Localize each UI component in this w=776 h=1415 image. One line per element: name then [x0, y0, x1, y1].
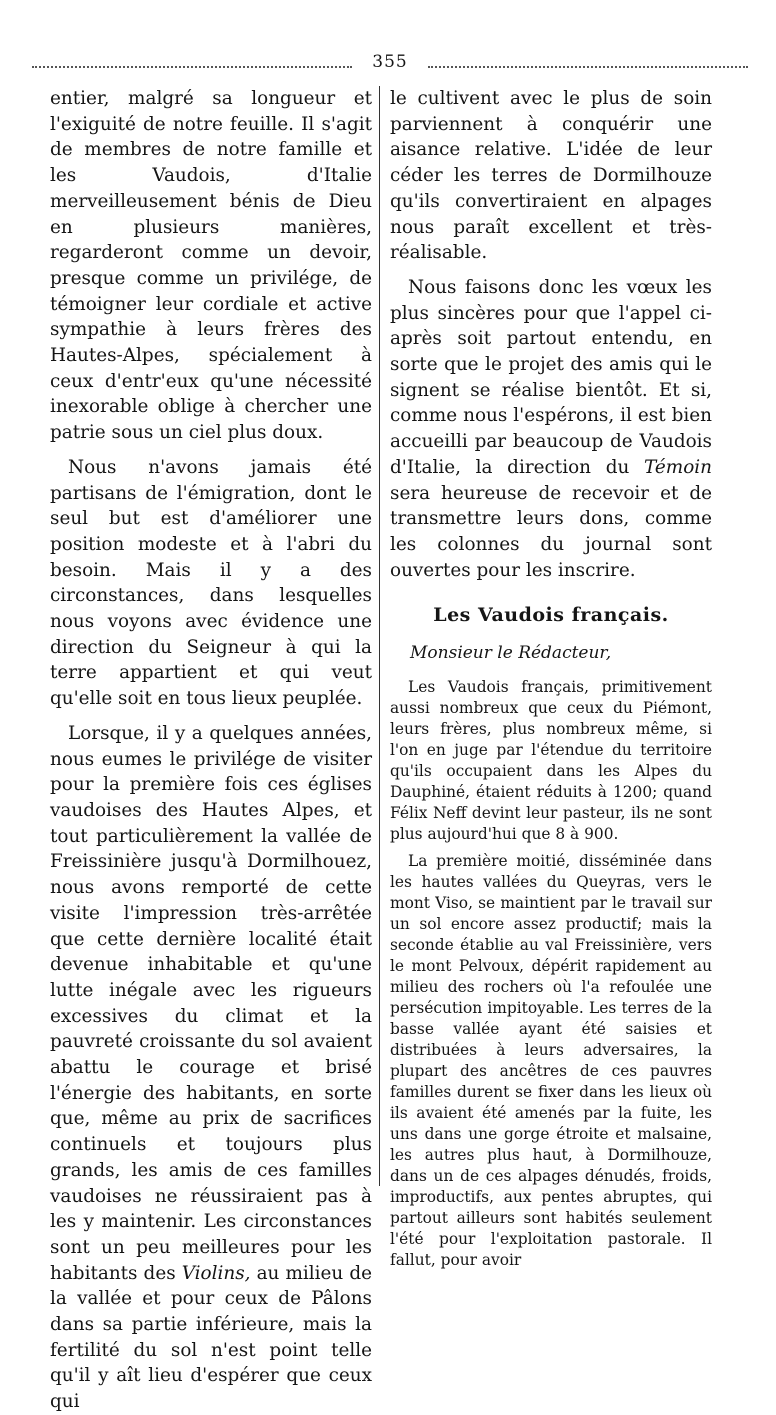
- page-number: 355: [372, 52, 408, 72]
- left-paragraph-3-tail: au milieu de la vallée et pour ceux de Pâlons dans sa partie inférieure, mais la fertilité du sol n'est point telle qu'il y aît lieu d'espérer que ceux qui: [50, 1262, 372, 1413]
- right-paragraph-2-text: Nous faisons donc les vœux les plus sincères pour que l'appel ci-après soit partout entendu, en sorte que le projet des amis qui le signent se réalise bientôt. Et si, comme nous l'espérons, il est bien accueilli par beaucoup de Vaudois d'Italie, la direction du: [390, 276, 712, 478]
- letter-paragraph-1: Les Vaudois français, primitivement aussi nombreux que ceux du Piémont, leurs frères, plus nombreux même, si l'on en juge par l'étendue du territoire qu'ils occupaient dans les Alpes du Dauphiné, étaient réduits à 1200; quand Félix Neff devint leur pasteur, ils ne sont plus aujourd'hui que 8 à 900.: [390, 677, 712, 843]
- right-paragraph-2: [390, 275, 712, 583]
- right-column: [390, 86, 712, 1271]
- column-divider: [379, 86, 380, 1186]
- letter-salutation: Monsieur le Rédacteur,: [410, 643, 612, 664]
- right-paragraph-2-tail: sera heureuse de recevoir et de transmettre leurs dons, comme les colonnes du journal sont ouvertes pour les inscrire.: [390, 482, 712, 581]
- left-paragraph-2: Nous n'avons jamais été partisans de l'émigration, dont le seul but est d'améliorer une position modeste et à l'abri du besoin. Mais il y a des circonstances, dans lesquelles nous voyons avec évidence une direction du Seigneur à qui la terre appartient et qui veut qu'elle soit en tous lieux peuplée.: [50, 456, 372, 710]
- left-paragraph-3-text: Lorsque, il y a quelques années, nous eumes le privilége de visiter pour la première fois ces églises vaudoises des Hautes Alpes, et tout particulièrement la vallée de Freissinière jusqu'à Dormilhouez, nous avons remporté de cette visite l'impression très-arrêtée que cette dernière localité était devenue inhabitable et qu'une lutte inégale avec les rigueurs excessives du climat et la pauvreté croissante du sol avaient abattu le courage et brisé l'énergie des habitants, en sorte que, même au prix de sacrifices continuels et toujours plus grands, les amis de ces familles vaudoises ne réussiraient pas à les y maintenir. Les circonstances sont un peu meilleures pour les habitants des: [50, 722, 372, 1284]
- header-rule-right: [428, 66, 748, 68]
- left-paragraph-1: entier, malgré sa longueur et l'exiguité de notre feuille. Il s'agit de membres de notre famille et les Vaudois, d'Italie merveilleusement bénis de Dieu en plusieurs manières, regarderont comme un devoir, presque comme un privilége, de témoigner leur cordiale et active sympathie à leurs frères des Hautes-Alpes, spécialement à ceux d'entr'eux qu'une nécessité inexorable oblige à chercher une patrie sous un ciel plus doux.: [50, 88, 372, 444]
- section-title: Les Vaudois français.: [433, 604, 669, 627]
- header-rule-left: [32, 66, 352, 68]
- left-column: [50, 86, 372, 1415]
- violins-word: Violins,: [181, 1262, 251, 1284]
- page-header: [32, 52, 748, 78]
- letter-paragraph-2: La première moitié, disséminée dans les hautes vallées du Queyras, vers le mont Viso, se maintient par le travail sur un sol encore assez productif; mais la seconde établie au val Freissinière, vers le mont Pelvoux, dépérit rapidement au milieu des rochers où l'a refoulée une persécution impitoyable. Les terres de la basse vallée ayant été saisies et distribuées à leurs adversaires, la plupart des ancêtres de ces pauvres familles durent se fixer dans les lieux où ils avaient été amenés par la fuite, les uns dans une gorge étroite et malsaine, les autres plus haut, à Dormilhouze, dans un de ces alpages dénudés, froids, improductifs, aux pentes abruptes, qui partout ailleurs sont habités seulement l'été pour l'exploitation pastorale. Il fallut, pour avoir: [390, 851, 712, 1269]
- left-paragraph-3: [50, 721, 372, 1415]
- right-paragraph-1: le cultivent avec le plus de soin parviennent à conquérir une aisance relative. L'idée de leur céder les terres de Dormilhouze qu'ils convertiraient en alpages nous paraît excellent et très-réalisable.: [390, 88, 712, 264]
- temoin-word: Témoin: [644, 456, 712, 478]
